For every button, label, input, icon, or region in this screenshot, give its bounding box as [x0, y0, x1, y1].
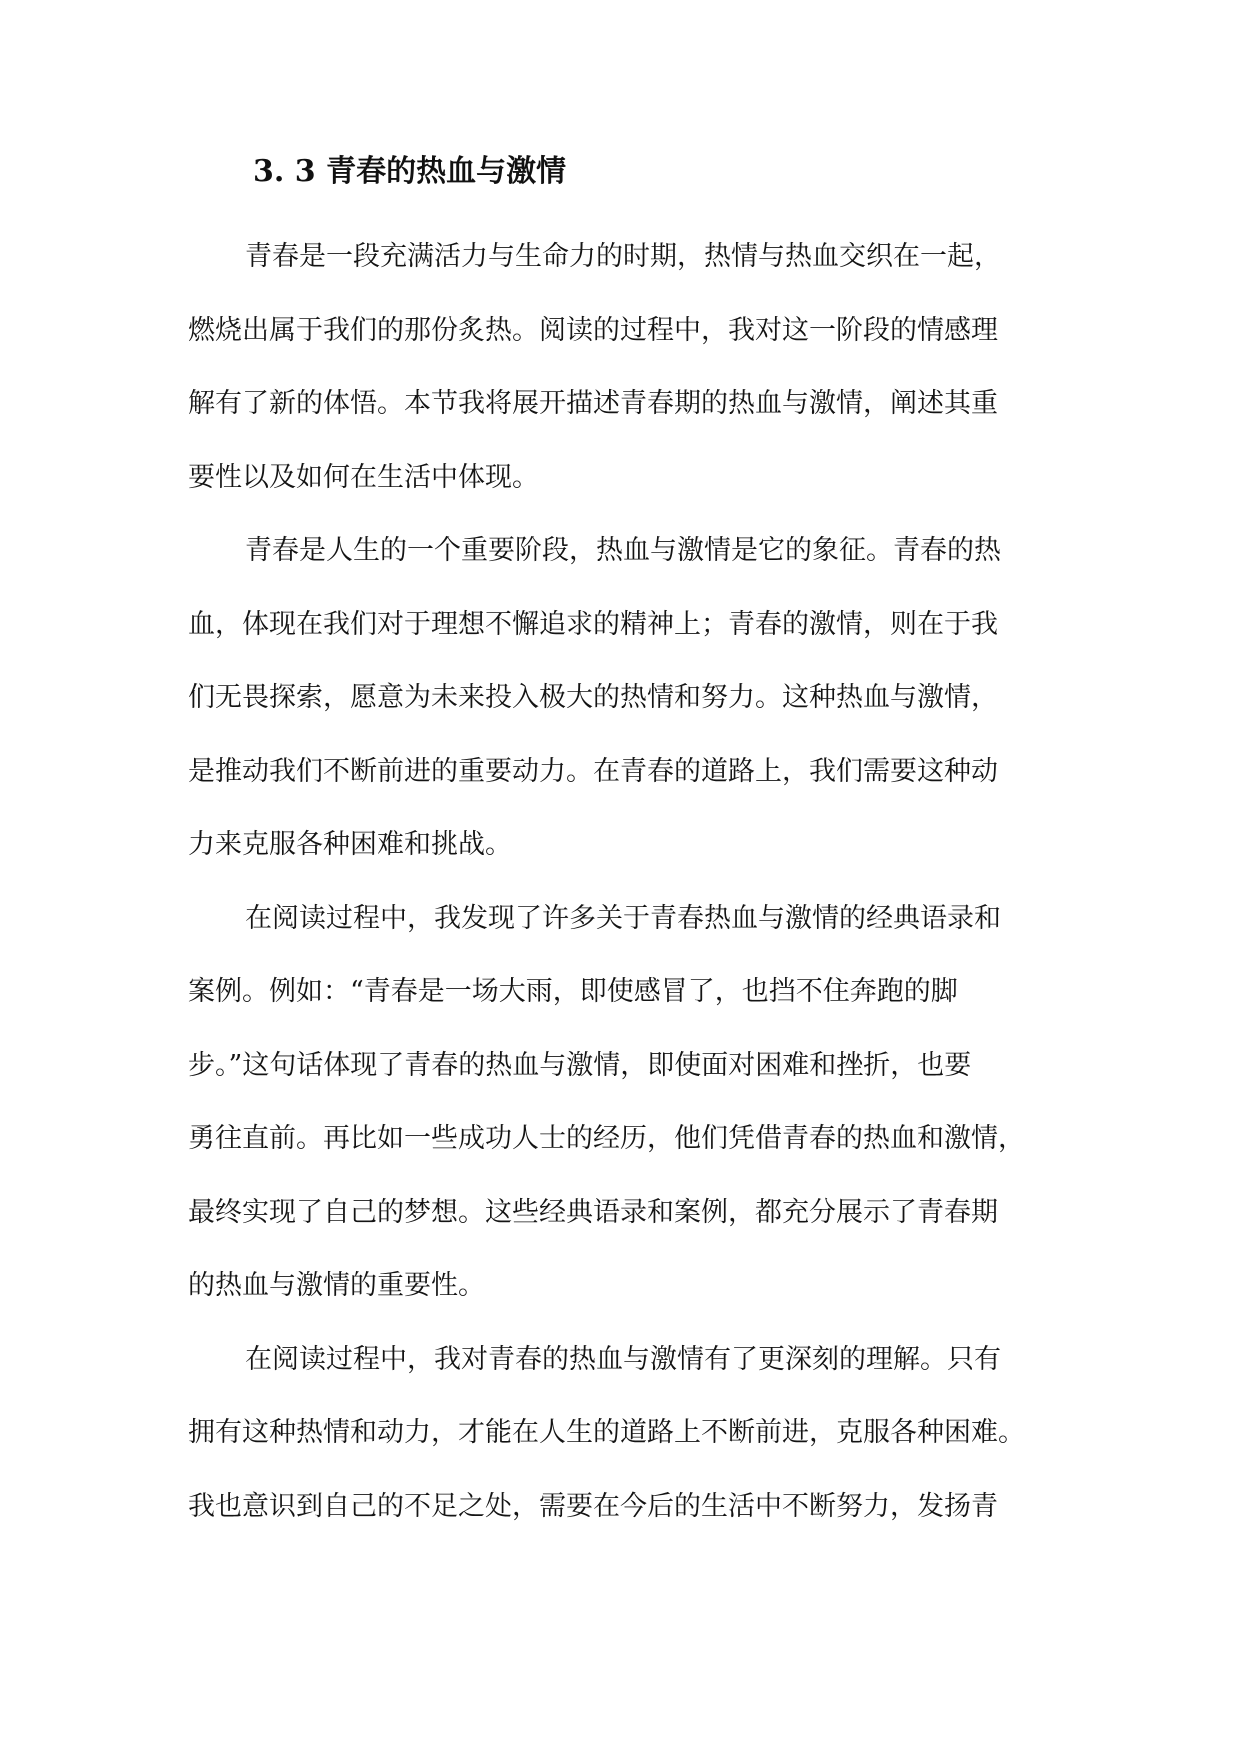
paragraph-line: 在阅读过程中，我发现了许多关于青春热血与激情的经典语录和 — [245, 902, 1001, 934]
paragraph-line: 青春是一段充满活力与生命力的时期，热情与热血交织在一起， — [245, 241, 1001, 272]
paragraph-line: 燃烧出属于我们的那份炙热。阅读的过程中，我对这一阶段的情感理 — [188, 314, 998, 346]
paragraph-3 — [188, 896, 1068, 1337]
paragraph-line: 的热血与激情的重要性。 — [188, 1270, 485, 1301]
paragraph-4 — [188, 1337, 1068, 1558]
paragraph-line: 要性以及如何在生活中体现。 — [188, 461, 539, 493]
paragraph-line: 在阅读过程中，我对青春的热血与激情有了更深刻的理解。只有 — [245, 1343, 1001, 1375]
section-heading: 3. 3 青春的热血与激情 — [253, 154, 567, 189]
paragraph-line: 力来克服各种困难和挑战。 — [188, 829, 512, 860]
paragraph-line: 我也意识到自己的不足之处，需要在今后的生活中不断努力，发扬青 — [188, 1490, 998, 1522]
paragraph-2 — [188, 528, 1068, 896]
paragraph-line: 最终实现了自己的梦想。这些经典语录和案例，都充分展示了青春期 — [188, 1196, 998, 1228]
paragraph-line: 拥有这种热情和动力，才能在人生的道路上不断前进，克服各种困难。 — [188, 1417, 1025, 1448]
paragraph-line: 步。”这句话体现了青春的热血与激情，即使面对困难和挫折，也要 — [188, 1049, 972, 1081]
paragraph-line: 是推动我们不断前进的重要动力。在青春的道路上，我们需要这种动 — [188, 755, 998, 787]
paragraph-line: 解有了新的体悟。本节我将展开描述青春期的热血与激情，阐述其重 — [188, 388, 998, 419]
paragraph-line: 血，体现在我们对于理想不懈追求的精神上；青春的激情，则在于我 — [188, 608, 998, 640]
body-text — [188, 234, 1068, 1557]
paragraph-line: 青春是人生的一个重要阶段，热血与激情是它的象征。青春的热 — [245, 535, 1001, 566]
paragraph-1 — [188, 234, 1068, 528]
paragraph-line: 案例。例如：“青春是一场大雨，即使感冒了，也挡不住奔跑的脚 — [188, 976, 958, 1007]
paragraph-line: 勇往直前。再比如一些成功人士的经历，他们凭借青春的热血和激情， — [188, 1123, 1025, 1154]
paragraph-line: 们无畏探索，愿意为未来投入极大的热情和努力。这种热血与激情， — [188, 682, 998, 713]
